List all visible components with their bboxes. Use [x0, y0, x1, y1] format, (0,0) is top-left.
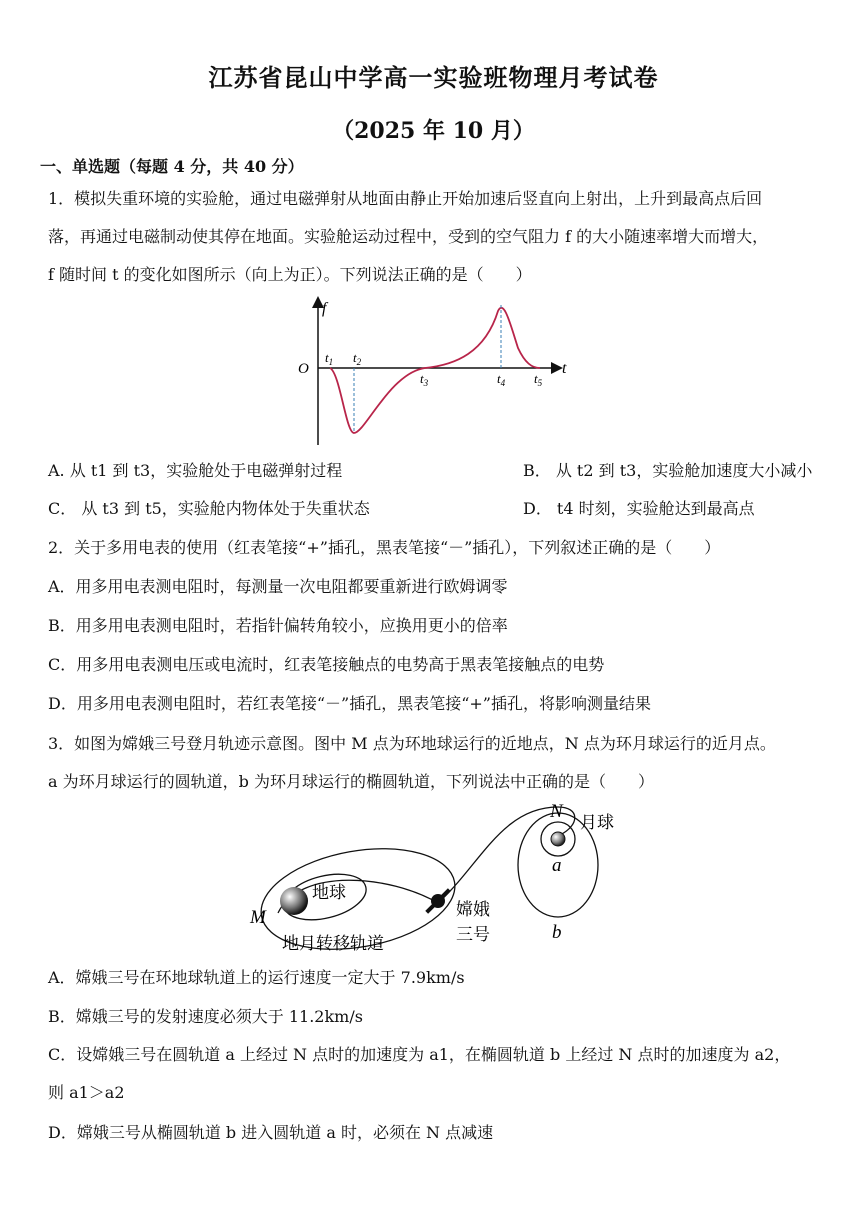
axis-f-label: f — [322, 300, 327, 317]
origin-label: O — [298, 361, 309, 377]
probe-label-line1: 嫦娥 — [456, 900, 490, 920]
earth-label: 地球 — [312, 883, 346, 903]
q2-option-c: C．用多用电表测电压或电流时，红表笔接触点的电势高于黑表笔接触点的电势 — [48, 655, 605, 674]
q3-option-c: C．设嫦娥三号在圆轨道 a 上经过 N 点时的加速度为 a1，在椭圆轨道 b 上经过 N 点时的加速度为 a2， — [48, 1045, 791, 1064]
orbit-b-label: b — [552, 922, 562, 943]
q2-option-d: D．用多用电表测电阻时，若红表笔接“－”插孔，黑表笔接“+”插孔，将影响测量结果 — [48, 694, 651, 713]
q1-option-c: C． 从 t3 到 t5，实验舱内物体处于失重状态 — [48, 499, 370, 518]
t5-label: $t_5$ — [534, 371, 543, 388]
q2-option-a: A．用多用电表测电阻时，每测量一次电阻都要重新进行欧姆调零 — [48, 577, 508, 596]
q2-option-b: B．用多用电表测电阻时，若指针偏转角较小，应换用更小的倍率 — [48, 616, 508, 635]
q1-option-d: D． t4 时刻，实验舱达到最高点 — [523, 499, 755, 518]
axis-t-label: t — [562, 360, 567, 377]
probe-icon — [422, 885, 455, 918]
q1-stem-line2: 落，再通过电磁制动使其停在地面。实验舱运动过程中，受到的空气阻力 f 的大小随速率增大而增大， — [48, 227, 769, 246]
t2-label: $t_2$ — [353, 350, 362, 367]
t4-label: $t_4$ — [497, 371, 506, 388]
point-m-label: M — [250, 907, 266, 928]
q2-stem: 2．关于多用电表的使用（红表笔接“+”插孔，黑表笔接“－”插孔），下列叙述正确的是（ ） — [48, 538, 721, 557]
q3-option-c-cont: 则 a1＞a2 — [48, 1083, 125, 1102]
q3-stem-line1: 3．如图为嫦娥三号登月轨迹示意图。图中 M 点为环地球运行的近地点，N 点为环月球运行的近月点。 — [48, 734, 776, 753]
f-curve — [330, 308, 540, 433]
exam-date: （2025 年 10 月） — [332, 118, 535, 144]
moon-body — [551, 832, 565, 846]
q3-option-b: B．嫦娥三号的发射速度必须大于 11.2km/s — [48, 1007, 363, 1026]
section-heading: 一、单选题（每题 4 分，共 40 分） — [40, 157, 304, 176]
t1-label: $t_1$ — [325, 350, 334, 367]
q1-option-a: A. 从 t1 到 t3，实验舱处于电磁弹射过程 — [48, 461, 343, 480]
q3-orbit-diagram — [240, 795, 630, 960]
q1-f-t-graph — [290, 293, 590, 453]
earth-body — [280, 887, 308, 915]
q1-stem-line3: f 随时间 t 的变化如图所示（向上为正）。下列说法正确的是（ ） — [48, 265, 532, 284]
point-n-label: N — [550, 801, 563, 822]
q3-option-d: D．嫦娥三号从椭圆轨道 b 进入圆轨道 a 时，必须在 N 点减速 — [48, 1123, 494, 1142]
transfer-label: 地月转移轨道 — [282, 934, 384, 954]
t3-label: $t_3$ — [420, 371, 429, 388]
q3-stem-line2: a 为环月球运行的圆轨道，b 为环月球运行的椭圆轨道，下列说法中正确的是（ ） — [48, 772, 654, 791]
q3-option-a: A．嫦娥三号在环地球轨道上的运行速度一定大于 7.9km/s — [48, 968, 465, 987]
orbit-a-label: a — [552, 855, 562, 876]
moon-label: 月球 — [580, 813, 614, 833]
probe-label-line2: 三号 — [456, 925, 490, 945]
q1-stem-line1: 1．模拟失重环境的实验舱，通过电磁弹射从地面由静止开始加速后竖直向上射出，上升到最高点后回 — [48, 189, 763, 208]
exam-title: 江苏省昆山中学高一实验班物理月考试卷 — [208, 63, 659, 92]
q1-option-b: B． 从 t2 到 t3，实验舱加速度大小减小 — [523, 461, 813, 480]
